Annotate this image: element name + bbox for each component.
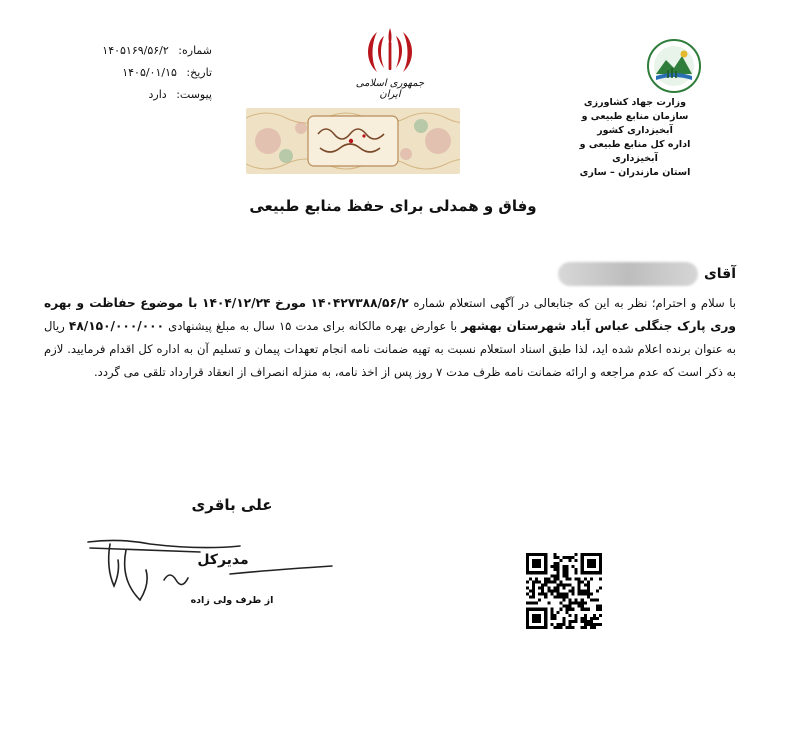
- national-emblem: [352, 24, 428, 100]
- letter-body: [44, 292, 736, 384]
- body-text: مورخ: [275, 296, 307, 310]
- body-text: با موضوع: [140, 296, 198, 310]
- salutation: [558, 262, 736, 286]
- body-text: ریال به عنوان برنده اعلام شده اید، لذا طبق اسناد استعلام نسبت به تهیه ضمانت نامه انجام تعهدات پیمان و تسلیم آن به اداره کل اقدام فرمایید. لازم به ذکر است که عدم مراجعه و ارائه ضمانت نامه ظرف مدت ۷ روز پس از اخذ نامه، به منزله انصراف از انعقاد قرارداد تلقی می گردد.: [44, 319, 736, 379]
- letter-date-label: تاریخ:: [186, 66, 212, 79]
- letter-heading: وفاق و همدلی برای حفظ منابع طبیعی: [249, 197, 537, 215]
- ornament-banner-icon: [246, 108, 460, 174]
- letter-date: [92, 66, 212, 79]
- emblem-caption: جمهوری اسلامی ایران: [355, 78, 425, 100]
- subject: حفاظت و بهره وری پارک جنگلی عباس آباد شهرستان بهشهر: [44, 296, 737, 333]
- letter-attachment: [92, 88, 212, 101]
- org-line: وزارت جهاد کشاورزی: [583, 97, 687, 108]
- salutation-label: آقای: [703, 266, 736, 282]
- letter-number-value: ۱۴۰۵۱۶۹/۵۶/۲: [102, 44, 169, 57]
- org-header: [560, 96, 710, 180]
- signer-title: مدیرکل: [197, 552, 249, 568]
- inquiry-date: ۱۴۰۴/۱۲/۲۴: [202, 296, 271, 310]
- inquiry-number: ۱۴۰۴۲۷۳۸۸/۵۶/۲: [310, 296, 409, 310]
- letter-attachment-label: پیوست:: [176, 88, 212, 101]
- org-line: اداره کل منابع طبیعی و آبخیزداری: [579, 139, 691, 164]
- body-text: با عوارض بهره مالکانه برای مدت ۱۵ سال به مبلغ پیشنهادی: [168, 319, 458, 333]
- signer-name: علی باقری: [191, 496, 273, 514]
- qr-code-icon: [526, 553, 602, 629]
- letter-number: [92, 44, 212, 57]
- natural-resources-logo-icon: [646, 38, 702, 94]
- signer-note: از طرف ولی زاده: [190, 595, 274, 606]
- body-text: با سلام و احترام؛ نظر به این که جنابعالی در آگهی استعلام شماره: [413, 296, 737, 310]
- decorative-banner: [246, 108, 460, 174]
- bid-amount: ۴۸/۱۵۰/۰۰۰/۰۰۰: [68, 319, 165, 333]
- org-line: سازمان منابع طبیعی و آبخیزداری کشور: [581, 111, 689, 136]
- org-line: استان مازندران – ساری: [579, 167, 691, 178]
- qr-code: [526, 553, 602, 629]
- letter-attachment-value: دارد: [148, 88, 167, 101]
- iran-emblem-icon: [362, 24, 418, 76]
- redacted-name: [558, 262, 698, 286]
- letter-number-label: شماره:: [178, 44, 212, 57]
- org-logo: [646, 38, 702, 94]
- letter-date-value: ۱۴۰۵/۰۱/۱۵: [122, 66, 177, 79]
